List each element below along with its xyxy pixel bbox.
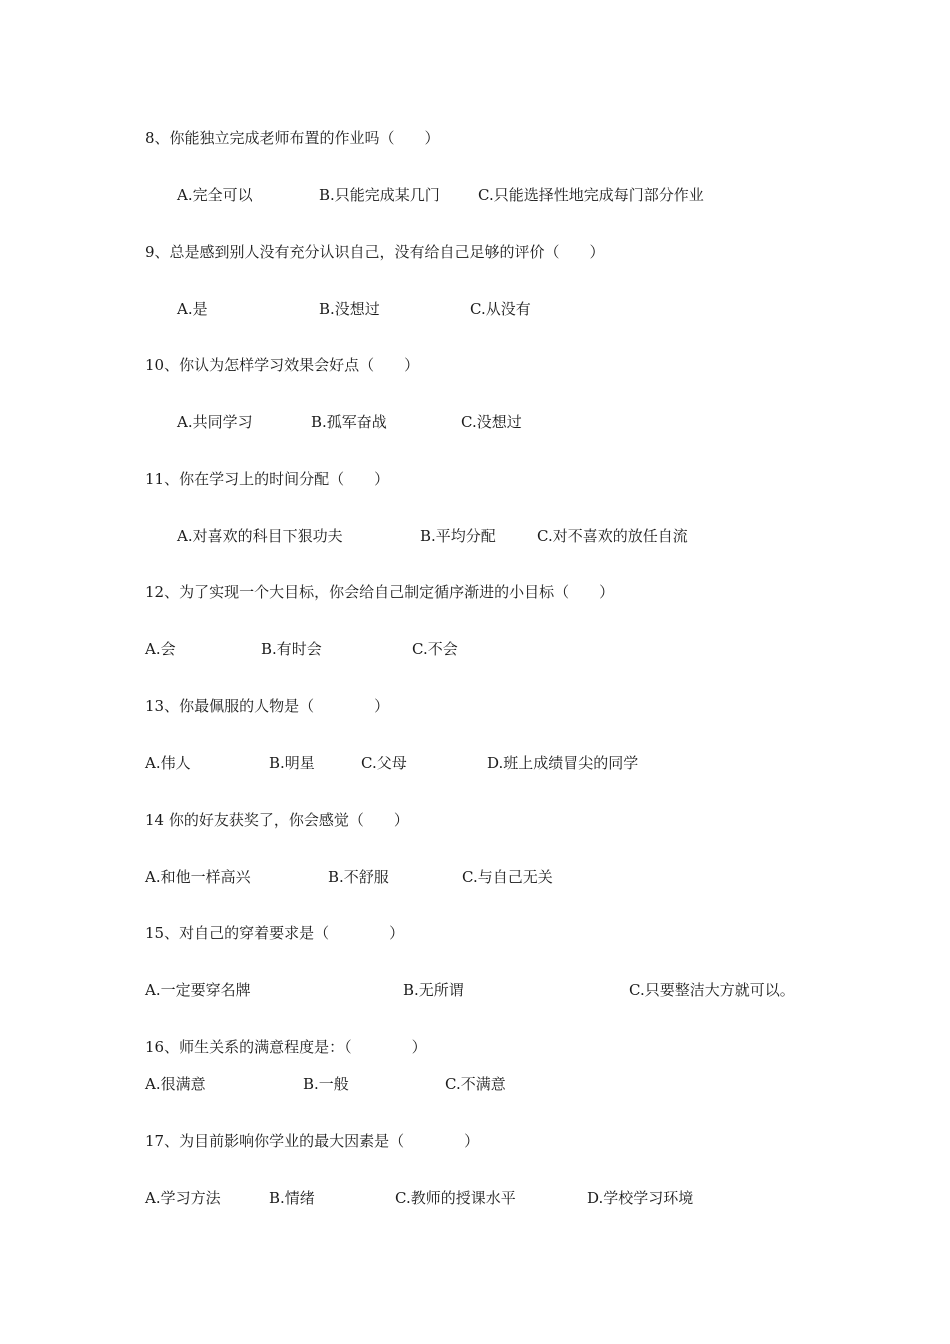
question-12: 12、为了实现一个大目标，你会给自己制定循序渐进的小目标（ ） bbox=[145, 583, 615, 601]
q9-option-c: C.从没有 bbox=[470, 300, 531, 318]
q8-option-c: C.只能选择性地完成每门部分作业 bbox=[478, 186, 704, 204]
q12-option-c: C.不会 bbox=[412, 640, 458, 658]
q16-option-b: B.一般 bbox=[303, 1075, 349, 1093]
q14-option-c: C.与自己无关 bbox=[462, 868, 553, 886]
question-8: 8、你能独立完成老师布置的作业吗（ ） bbox=[145, 129, 440, 147]
q17-option-d: D.学校学习环境 bbox=[587, 1189, 694, 1207]
q9-option-a: A.是 bbox=[177, 300, 208, 318]
question-14: 14 你的好友获奖了，你会感觉（ ） bbox=[145, 811, 409, 829]
q17-option-c: C.教师的授课水平 bbox=[395, 1189, 516, 1207]
q17-option-a: A.学习方法 bbox=[145, 1189, 221, 1207]
question-17: 17、为目前影响你学业的最大因素是（ ） bbox=[145, 1132, 480, 1150]
q15-option-a: A.一定要穿名牌 bbox=[145, 981, 251, 999]
q11-option-a: A.对喜欢的科目下狠功夫 bbox=[177, 527, 343, 545]
q10-option-b: B.孤军奋战 bbox=[311, 413, 387, 431]
q10-option-a: A.共同学习 bbox=[177, 413, 253, 431]
q13-option-a: A.伟人 bbox=[145, 754, 191, 772]
q11-option-b: B.平均分配 bbox=[420, 527, 496, 545]
q15-option-c: C.只要整洁大方就可以。 bbox=[629, 981, 795, 999]
q16-option-c: C.不满意 bbox=[445, 1075, 506, 1093]
q10-option-c: C.没想过 bbox=[461, 413, 522, 431]
q11-option-c: C.对不喜欢的放任自流 bbox=[537, 527, 688, 545]
q8-option-a: A.完全可以 bbox=[177, 186, 253, 204]
q13-option-b: B.明星 bbox=[269, 754, 315, 772]
q9-option-b: B.没想过 bbox=[319, 300, 380, 318]
q14-option-b: B.不舒服 bbox=[328, 868, 389, 886]
q14-option-a: A.和他一样高兴 bbox=[145, 868, 251, 886]
question-11: 11、你在学习上的时间分配（ ） bbox=[145, 470, 390, 488]
q17-option-b: B.情绪 bbox=[269, 1189, 315, 1207]
question-9: 9、总是感到别人没有充分认识自己，没有给自己足够的评价（ ） bbox=[145, 243, 605, 261]
q13-option-d: D.班上成绩冒尖的同学 bbox=[487, 754, 639, 772]
question-13: 13、你最佩服的人物是（ ） bbox=[145, 697, 390, 715]
q16-option-a: A.很满意 bbox=[145, 1075, 206, 1093]
q12-option-b: B.有时会 bbox=[261, 640, 322, 658]
q12-option-a: A.会 bbox=[145, 640, 176, 658]
question-16: 16、师生关系的满意程度是：（ ） bbox=[145, 1038, 427, 1056]
q8-option-b: B.只能完成某几门 bbox=[319, 186, 440, 204]
question-10: 10、你认为怎样学习效果会好点（ ） bbox=[145, 356, 420, 374]
q13-option-c: C.父母 bbox=[361, 754, 407, 772]
question-15: 15、对自己的穿着要求是（ ） bbox=[145, 924, 405, 942]
q15-option-b: B.无所谓 bbox=[403, 981, 464, 999]
